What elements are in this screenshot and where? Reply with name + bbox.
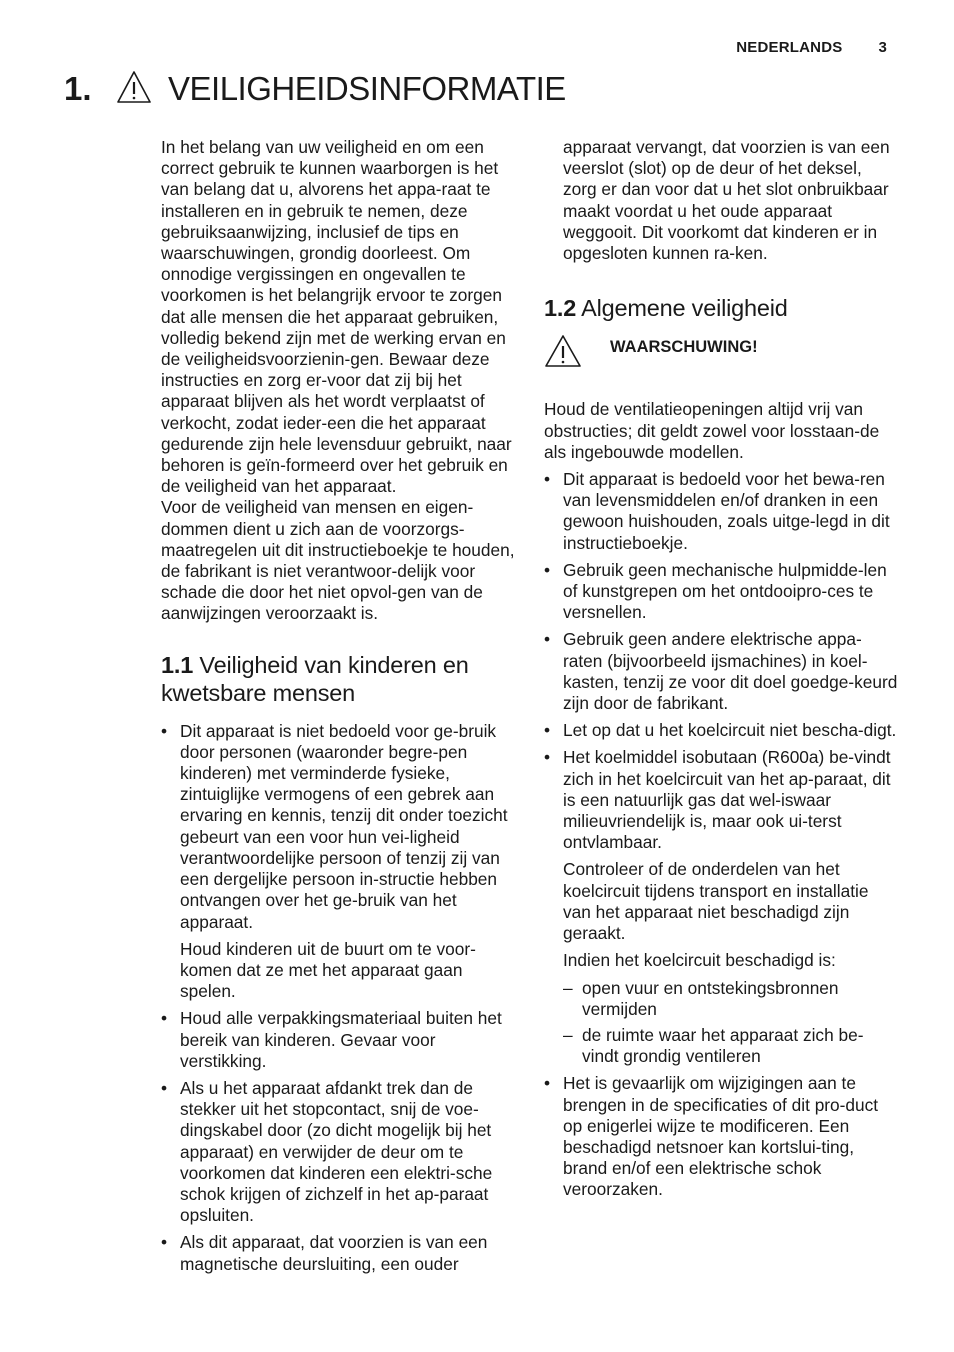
list-item: [544, 747, 899, 1067]
list-item-text: • Houd alle verpakkingsmateriaal buiten het bereik van kinderen. Gevaar voor verstikking.: [180, 1008, 502, 1071]
section-title: Algemene veiligheid: [581, 295, 788, 322]
section-1-1-list: [161, 721, 516, 1275]
right-column: [544, 137, 899, 1207]
list-item-text: • Het is gevaarlijk om wijzigingen aan te brengen in de specificaties of dit pro-duct op enigerlei wijze te modificeren. Een beschadigd netsnoer kan kortslui-ting, brand en/of een elektrische schok veroorzaken.: [563, 1073, 879, 1200]
intro-paragraph-2: Voor de veiligheid van mensen en eigen-dommen dient u zich aan de voorzorgs-maatregelen uit dit instructieboekje te houden, de fabrikant is niet verantwoor-delijk voor schade die door het niet opvol-gen van de aanwijzingen veroorzaakt is.: [161, 497, 515, 624]
list-item-text: • Gebruik geen mechanische hulpmidde-len of kunstgrepen om het ontdooipro-ces te versnellen.: [563, 559, 887, 623]
dash-item: – de ruimte waar het apparaat zich be-vindt grondig ventileren: [563, 1025, 899, 1067]
section-1-2-intro: Houd de ventilatieopeningen altijd vrij van obstructies; dit geldt zowel voor losstaan-de als ingebouwde modellen.: [544, 399, 880, 462]
warning-block: [544, 334, 899, 373]
list-item: [161, 721, 516, 1003]
list-item-text: • Als u het apparaat afdankt trek dan de stekker uit het stopcontact, snij de voe-dingskabel door (zo dicht mogelijk bij het apparaat) en verwijder de deur om te voorkomen dat kinderen een elektri-sche schok krijgen of zichzelf in het ap-paraat opsluiten.: [180, 1077, 493, 1226]
warning-triangle-icon: [544, 334, 582, 373]
list-item: [544, 629, 899, 714]
page-header: [736, 39, 887, 56]
intro-paragraph-1: In het belang van uw veiligheid en om een correct gebruik te kunnen waarborgen is het van belang dat u, alvorens het appa-raat te installeren en in gebruik te nemen, deze gebruiksaanwijzing, inclusief de tips en waarschuwingen, grondig doorleest. Om onnodige vergissingen en ongevallen te voorkomen is het belangrijk ervoor te zorgen dat alle mensen die het apparaat gebruiken, volledig bekend zijn met de werking ervan en de veiligheidsvoorzienin-gen. Bewaar deze instructies en zorg er-voor dat zij bij het apparaat blijven als het wordt verplaatst of verkocht, zodat ieder-een die het apparaat gedurende zijn hele levensduur gebruikt, naar behoren is geïn-formeerd over het gebruik en de veiligheid van het apparaat.: [161, 137, 512, 497]
section-1-2-list: [544, 469, 899, 1201]
section-1-2-heading: [544, 294, 899, 322]
section-number: 1.1: [161, 651, 194, 678]
chapter-title: [64, 70, 566, 108]
section-title: Veiligheid van kinderen en kwetsbare mensen: [161, 651, 469, 706]
warning-triangle-icon: [116, 70, 152, 109]
list-item: [161, 1078, 516, 1226]
list-item: [544, 560, 899, 624]
list-item-text: • Let op dat u het koelcircuit niet bescha-digt.: [563, 720, 897, 741]
list-item-extra: Indien het koelcircuit beschadigd is:: [563, 950, 836, 971]
left-column: [161, 137, 516, 1281]
section-number: 1.2: [544, 295, 577, 322]
header-language: NEDERLANDS: [736, 39, 843, 56]
chapter-heading: VEILIGHEIDSINFORMATIE: [168, 70, 566, 107]
list-item-text: • Dit apparaat is bedoeld voor het bewa-ren van levensmiddelen en/of dranken in een gewoon huishouden, zoals uitge-legd in dit instructieboekje.: [563, 469, 890, 553]
dash-item: – open vuur en ontstekingsbronnen vermijden: [563, 978, 899, 1020]
list-item-text: • Het koelmiddel isobutaan (R600a) be-vindt zich in het koelcircuit van het ap-paraat, dit is een natuurlijk gas dat wel-iswaar milieuvriendelijk is, maar ook ui-terst ontvlambaar.: [563, 747, 891, 853]
list-item-text: • Gebruik geen andere elektrische appa-raten (bijvoorbeeld ijsmachines) in koel-kasten, tenzij ze voor dit doel goedge-keurd zijn door de fabrikant.: [563, 629, 898, 714]
chapter-number: 1.: [64, 70, 92, 107]
list-item: [161, 1232, 516, 1274]
warning-label: WAARSCHUWING!: [610, 338, 758, 357]
dash-list: [563, 978, 899, 1068]
list-item: [544, 469, 899, 554]
list-item-text: • Dit apparaat is niet bedoeld voor ge-bruik door personen (waaronder begre-pen kinderen) met verminderde fysieke, zintuiglijke vermogens of een gebrek aan ervaring en kennis, tenzij dit onder toezicht gebeurt van een voor hun vei-ligheid verantwoordelijke persoon of tenzij zij van een dergelijke persoon in-structie hebben ontvangen over het ge-bruik van het apparaat.: [180, 720, 508, 932]
list-item: [544, 720, 899, 741]
page-number: 3: [878, 39, 887, 56]
list-item-extra: Controleer of de onderdelen van het koelcircuit tijdens transport en installatie van het apparaat niet beschadigd zijn geraakt.: [563, 859, 869, 944]
section-1-1-heading: [161, 651, 516, 707]
list-item: [161, 1008, 516, 1072]
list-item-text: • Als dit apparaat, dat voorzien is van een magnetische deursluiting, een ouder: [180, 1232, 488, 1274]
list-item-extra: Houd kinderen uit de buurt om te voor-komen dat ze met het apparaat gaan spelen.: [180, 938, 476, 1002]
list-item-continuation: apparaat vervangt, dat voorzien is van een veerslot (slot) op de deur of het deksel, zorg er dan voor dat u het slot onbruikbaar maakt voordat u het oude apparaat weggooit. Dit voorkomt dat kinderen er in opgesloten kunnen ra-ken.: [563, 137, 890, 264]
list-item: [544, 1073, 899, 1200]
